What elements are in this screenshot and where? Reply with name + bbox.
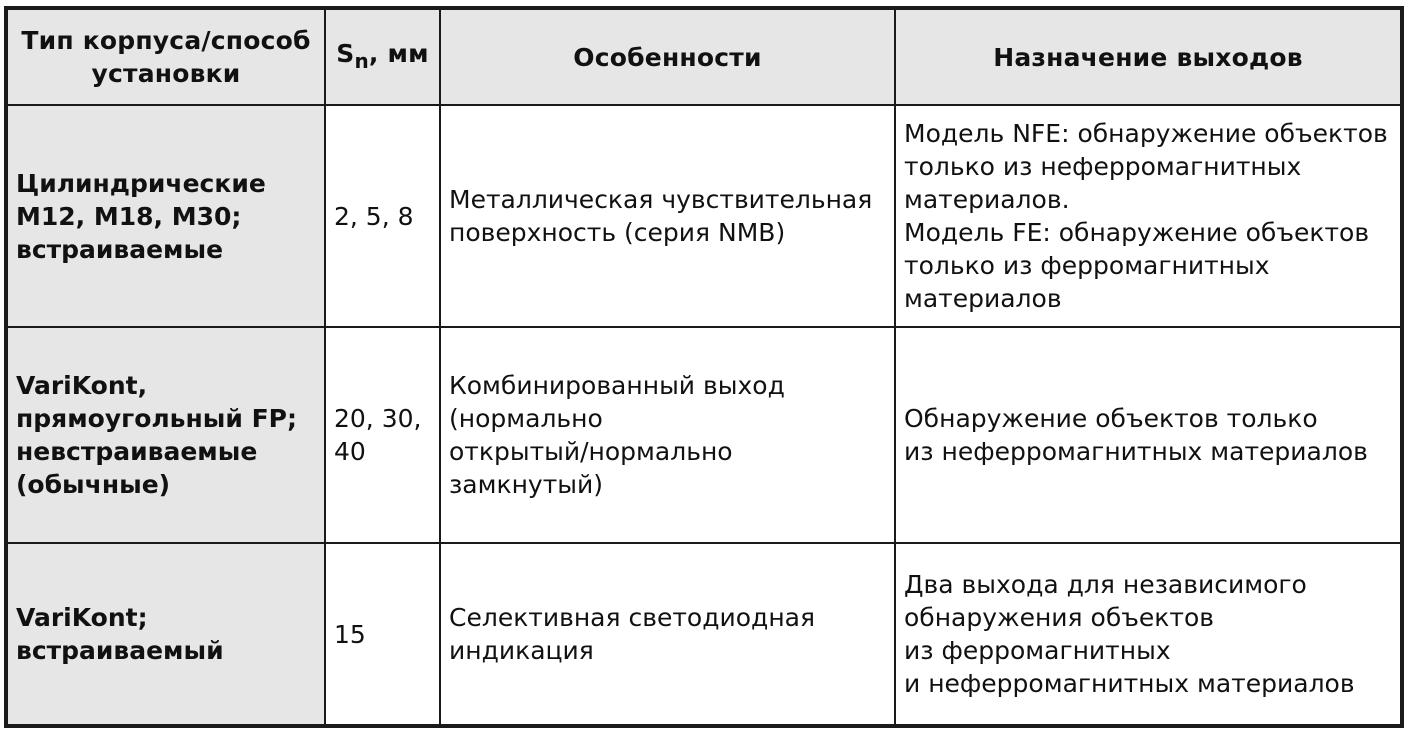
cell-outputs: Обнаружение объектов только из неферромагнитных материалов bbox=[895, 327, 1400, 543]
header-features: Особенности bbox=[440, 10, 895, 105]
cell-sn: 15 bbox=[325, 543, 440, 724]
cell-outputs: Модель NFE: обнаружение объектов только из неферромагнитных материалов. Модель FE: обнаружение объектов только из ферромагнитных материалов bbox=[895, 105, 1400, 327]
spec-table bbox=[8, 10, 1400, 724]
spec-table-frame bbox=[4, 6, 1404, 728]
cell-type: VariKont, прямоугольный FP; невстраиваемые (обычные) bbox=[8, 327, 325, 543]
cell-features: Металлическая чувствительная поверхность (серия NMB) bbox=[440, 105, 895, 327]
table-row bbox=[8, 327, 1400, 543]
cell-features: Комбинированный выход (нормально открытый/нормально замкнутый) bbox=[440, 327, 895, 543]
table-row bbox=[8, 105, 1400, 327]
cell-sn: 20, 30, 40 bbox=[325, 327, 440, 543]
cell-outputs: Два выхода для независимого обнаружения объектов из ферромагнитных и неферромагнитных материалов bbox=[895, 543, 1400, 724]
cell-type: VariKont; встраиваемый bbox=[8, 543, 325, 724]
header-type bbox=[8, 10, 325, 105]
table-row bbox=[8, 543, 1400, 724]
cell-sn: 2, 5, 8 bbox=[325, 105, 440, 327]
header-sn: $S_n$, мм bbox=[325, 10, 440, 105]
table-header-row bbox=[8, 10, 1400, 105]
header-type-text: Тип корпуса/способ установки bbox=[21, 26, 320, 88]
cell-features: Селективная светодиодная индикация bbox=[440, 543, 895, 724]
cell-type: Цилиндрические М12, М18, М30; встраиваемые bbox=[8, 105, 325, 327]
header-outputs: Назначение выходов bbox=[895, 10, 1400, 105]
